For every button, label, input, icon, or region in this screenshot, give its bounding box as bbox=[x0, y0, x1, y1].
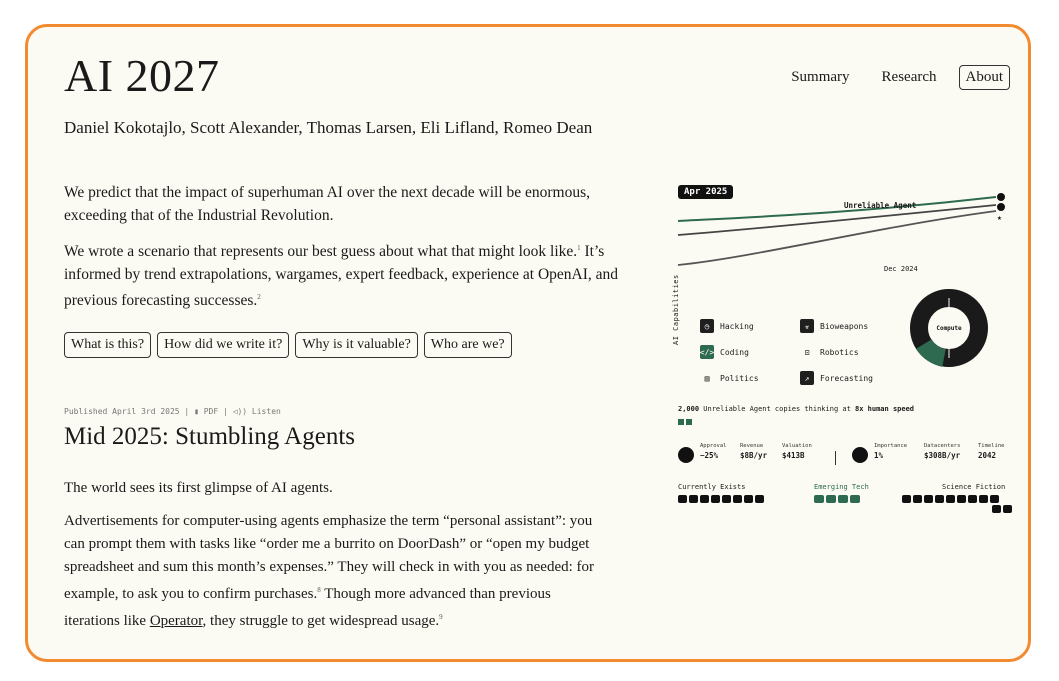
star-marker-icon: ★ bbox=[997, 213, 1002, 222]
tech-pip[interactable] bbox=[700, 495, 709, 503]
section-paragraph-2 bbox=[64, 510, 609, 633]
nav-research[interactable]: Research bbox=[881, 69, 937, 85]
robot-icon: ⊡ bbox=[804, 347, 810, 357]
intro-paragraph-1: We predict that the impact of superhuman AI over the next decade will be enormous, exceeding that of the Industrial Revolution. bbox=[64, 184, 591, 224]
stat-value: −25% bbox=[700, 451, 719, 460]
capability-coding[interactable] bbox=[700, 345, 749, 359]
building-icon: ▥ bbox=[704, 373, 710, 383]
stat-label: Timeline bbox=[978, 443, 1005, 449]
tech-pip[interactable] bbox=[744, 495, 753, 503]
trend-line-dark bbox=[678, 205, 996, 235]
meta-separator: | bbox=[184, 407, 195, 416]
tier-emerging-tech: Emerging Tech bbox=[814, 483, 869, 491]
section-p2-text-b: Though more advanced than previous iterations like bbox=[64, 586, 551, 629]
tech-pip[interactable] bbox=[913, 495, 922, 503]
tech-pip[interactable] bbox=[946, 495, 955, 503]
stat-label: Valuation bbox=[782, 443, 812, 449]
chart-up-icon: ↗ bbox=[800, 371, 814, 385]
tech-pip[interactable] bbox=[990, 495, 999, 503]
existing-tech-pips bbox=[678, 495, 764, 503]
tech-pip[interactable] bbox=[814, 495, 824, 503]
speaker-icon[interactable]: ◁)) bbox=[232, 407, 248, 416]
capability-politics[interactable] bbox=[700, 371, 759, 385]
emerging-tech-pips bbox=[814, 495, 860, 503]
footnote-9[interactable]: 9 bbox=[439, 613, 443, 621]
pdf-icon[interactable]: ▮ bbox=[194, 407, 199, 416]
stat-value: $8B/yr bbox=[740, 451, 768, 460]
stats-divider bbox=[835, 451, 836, 465]
stat-label: Approval bbox=[700, 443, 727, 449]
site-title: AI 2027 bbox=[64, 50, 220, 101]
stat-revenue bbox=[740, 443, 767, 460]
capability-label: Coding bbox=[720, 347, 749, 357]
intro-paragraph-2 bbox=[64, 237, 624, 312]
agent-label: Unreliable Agent bbox=[844, 201, 917, 210]
footnote-8[interactable]: 8 bbox=[317, 586, 321, 594]
listen-link[interactable]: Listen bbox=[251, 407, 281, 416]
how-did-we-write-it-button[interactable]: How did we write it? bbox=[157, 332, 289, 358]
section-title: Mid 2025: Stumbling Agents bbox=[64, 423, 356, 450]
tier-science-fiction: Science Fiction bbox=[942, 483, 1006, 491]
tech-pip[interactable] bbox=[850, 495, 860, 503]
copies-pip bbox=[678, 419, 684, 425]
nav-summary[interactable]: Summary bbox=[791, 69, 850, 85]
tech-pip[interactable] bbox=[755, 495, 764, 503]
who-are-we-button[interactable]: Who are we? bbox=[424, 332, 512, 358]
stat-datacenters bbox=[924, 443, 960, 460]
capabilities-side-label: AI Capabilities bbox=[672, 274, 680, 345]
footnote-1[interactable]: 1 bbox=[577, 244, 581, 252]
copies-pips bbox=[678, 419, 692, 425]
tech-pip[interactable] bbox=[678, 495, 687, 503]
copies-pip bbox=[686, 419, 692, 425]
operator-link[interactable]: Operator bbox=[149, 613, 203, 629]
intro-p2-text-b: It’s informed by trend extrapolations, wargames, expert feedback, experience at OpenAI, and previous forecasting successes. bbox=[64, 243, 619, 310]
capability-label: Robotics bbox=[820, 347, 859, 357]
compute-donut[interactable] bbox=[908, 287, 990, 369]
stat-value: 2042 bbox=[978, 451, 997, 460]
scifi-tech-pips bbox=[902, 495, 999, 503]
capability-robotics[interactable] bbox=[800, 345, 859, 359]
copies-text: Unreliable Agent copies thinking at bbox=[699, 405, 856, 413]
section-p2-text-a: Advertisements for computer-using agents emphasize the term “personal assistant”: you can prompt them with tasks like “order me a burrito on DoorDash” or “open my budget spreadsheet and sum this month’s expenses.” They will check in with you as needed: for example, to ask you to confirm purchases. bbox=[64, 513, 595, 602]
scenario-dashboard bbox=[672, 177, 1012, 517]
capability-label: Politics bbox=[720, 373, 759, 383]
why-is-it-valuable-button[interactable]: Why is it valuable? bbox=[295, 332, 417, 358]
tech-pip[interactable] bbox=[711, 495, 720, 503]
tech-pip[interactable] bbox=[722, 495, 731, 503]
tech-pip[interactable] bbox=[992, 505, 1001, 513]
dec-label: Dec 2024 bbox=[884, 265, 918, 273]
published-date: Published April 3rd 2025 bbox=[64, 407, 180, 416]
page-frame bbox=[25, 24, 1031, 662]
tech-pip[interactable] bbox=[826, 495, 836, 503]
openbrain-marker-icon bbox=[997, 193, 1005, 201]
stat-importance bbox=[874, 443, 907, 460]
section-paragraph-1: The world sees its first glimpse of AI agents. bbox=[64, 480, 333, 496]
scifi-tech-pips-2 bbox=[992, 505, 1012, 513]
tier-currently-exists: Currently Exists bbox=[678, 483, 746, 491]
capability-hacking[interactable] bbox=[700, 319, 754, 333]
tech-pip[interactable] bbox=[733, 495, 742, 503]
stat-label: Importance bbox=[874, 443, 908, 449]
tech-pip[interactable] bbox=[957, 495, 966, 503]
donut-label: Compute bbox=[936, 325, 962, 332]
stat-value: $308B/yr bbox=[924, 451, 961, 460]
capability-label: Bioweapons bbox=[820, 321, 869, 331]
globe-icon bbox=[852, 447, 868, 463]
tech-pip[interactable] bbox=[838, 495, 848, 503]
pdf-link[interactable]: PDF bbox=[203, 407, 219, 416]
nav-about[interactable]: About bbox=[959, 65, 1011, 90]
stat-label: Revenue bbox=[740, 443, 764, 449]
intro-p2-text-a: We wrote a scenario that represents our best guess about what that might look like. bbox=[64, 243, 578, 261]
tech-pip[interactable] bbox=[689, 495, 698, 503]
stat-value: $413B bbox=[782, 451, 805, 460]
code-icon: </> bbox=[700, 345, 714, 359]
tech-pip[interactable] bbox=[902, 495, 911, 503]
question-buttons bbox=[64, 332, 512, 358]
stat-approval bbox=[700, 443, 727, 460]
biohazard-icon: ☣ bbox=[800, 319, 814, 333]
date-badge[interactable]: Apr 2025 bbox=[678, 185, 733, 199]
authors: Daniel Kokotajlo, Scott Alexander, Thomas Larsen, Eli Lifland, Romeo Dean bbox=[64, 118, 593, 137]
what-is-this-button[interactable]: What is this? bbox=[64, 332, 151, 358]
stat-timeline bbox=[978, 443, 1005, 460]
openbrain-logo-icon bbox=[678, 447, 694, 463]
stat-label: Datacenters bbox=[924, 443, 961, 449]
tech-pip[interactable] bbox=[935, 495, 944, 503]
capability-label: Forecasting bbox=[820, 373, 873, 383]
publication-meta bbox=[64, 407, 281, 416]
capability-forecasting[interactable] bbox=[800, 371, 873, 385]
capability-label: Hacking bbox=[720, 321, 754, 331]
capability-bioweapons[interactable] bbox=[800, 319, 868, 333]
copies-readout bbox=[678, 405, 914, 413]
top-nav bbox=[791, 65, 1010, 90]
tech-pip[interactable] bbox=[924, 495, 933, 503]
copies-speed: 8x human speed bbox=[855, 405, 915, 413]
meta-separator-2: | bbox=[223, 407, 233, 416]
intro bbox=[64, 181, 624, 322]
stat-valuation bbox=[782, 443, 812, 460]
section-p2-text-c: , they struggle to get widespread usage. bbox=[202, 613, 440, 629]
section-body bbox=[64, 477, 609, 643]
stat-value: 1% bbox=[874, 451, 884, 460]
tech-pip[interactable] bbox=[1003, 505, 1012, 513]
stats-row bbox=[678, 443, 1012, 473]
clock-icon: ◷ bbox=[700, 319, 714, 333]
tech-pip[interactable] bbox=[968, 495, 977, 503]
copies-count: 2,000 bbox=[678, 405, 700, 413]
donut-segment-green bbox=[924, 344, 944, 358]
footnote-2[interactable]: 2 bbox=[257, 293, 261, 302]
globe-marker-icon bbox=[997, 203, 1005, 211]
tech-pip[interactable] bbox=[979, 495, 988, 503]
